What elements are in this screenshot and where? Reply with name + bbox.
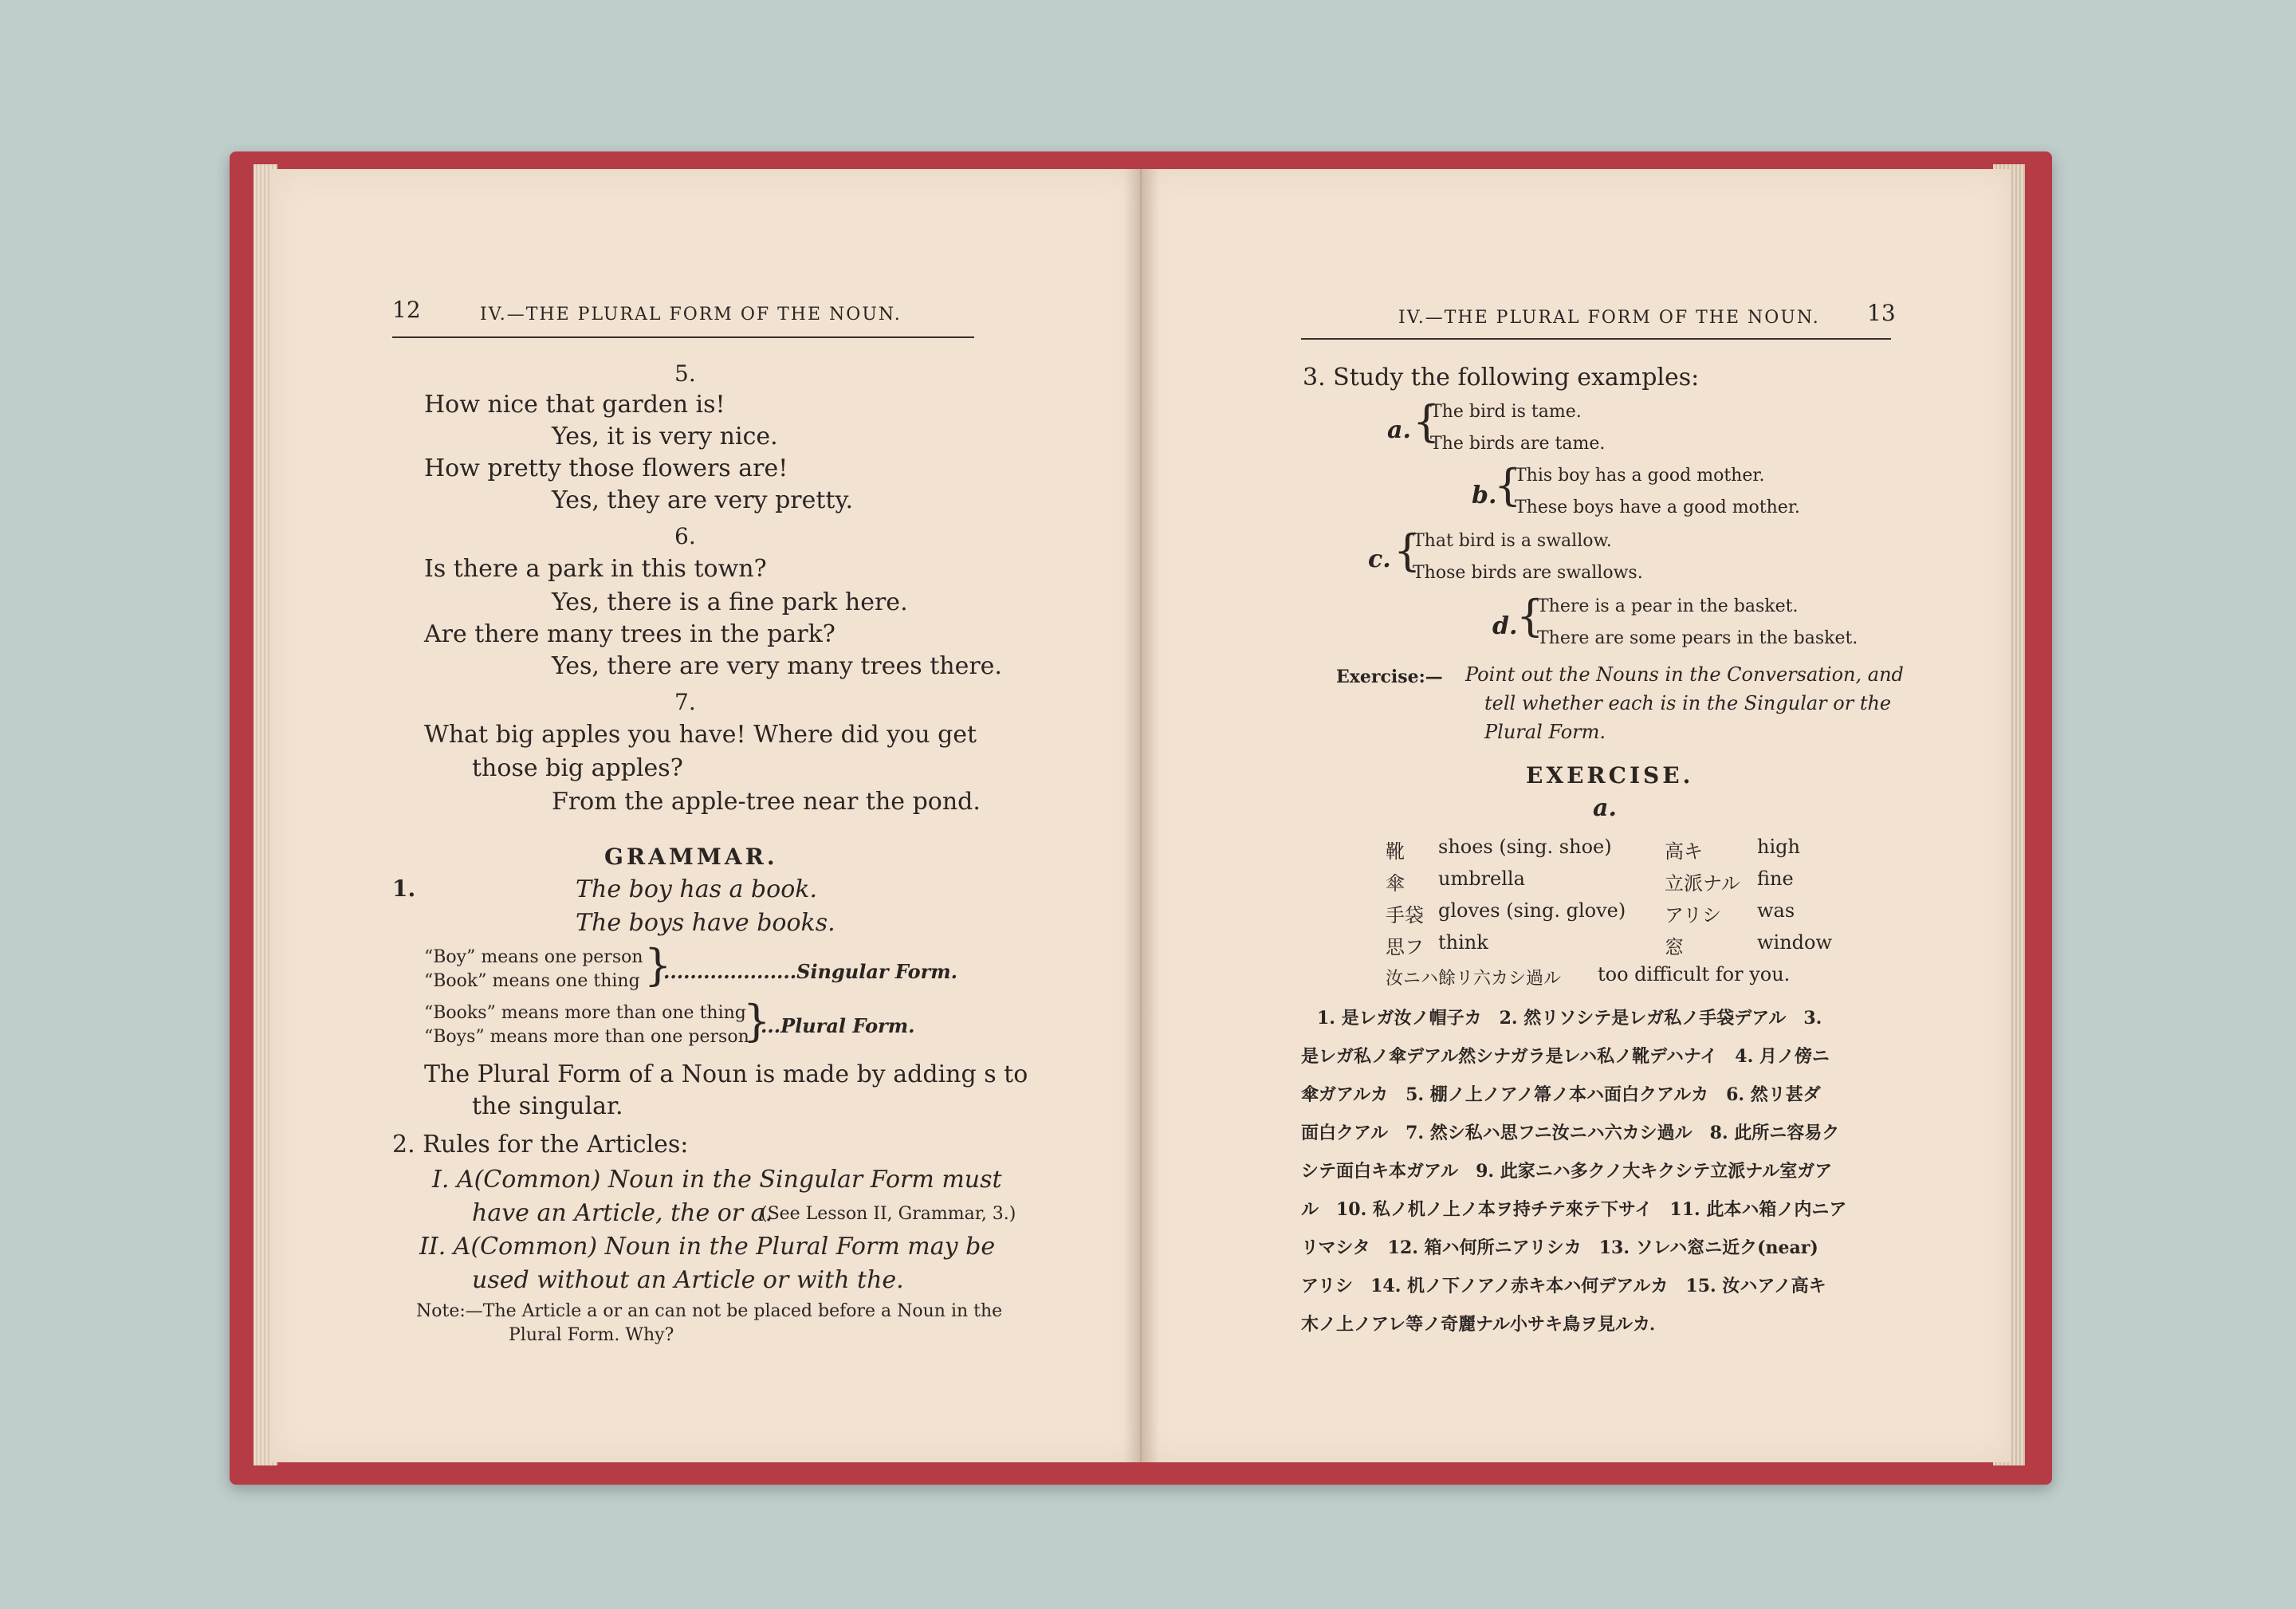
conv-line: Yes, there are very many trees there. xyxy=(552,652,1002,680)
vocab-jp: アリシ xyxy=(1665,904,1722,926)
rule-text: the singular. xyxy=(472,1092,623,1120)
example-line: The bird is tame. xyxy=(1430,402,1582,422)
conv-line: Yes, it is very nice. xyxy=(552,423,778,450)
brace: { xyxy=(1494,460,1522,510)
example-line: Those birds are swallows. xyxy=(1413,563,1643,583)
example-line: This boy has a good mother. xyxy=(1515,466,1765,486)
example-line: That bird is a swallow. xyxy=(1413,531,1612,551)
exercise-line: Plural Form. xyxy=(1484,721,1606,743)
example-label: d. xyxy=(1492,612,1518,640)
example-line: These boys have a good mother. xyxy=(1515,498,1800,517)
rule-text: The Plural Form of a Noun is made by adding s to xyxy=(424,1060,1028,1088)
jp-exercise-line: リマシタ 12. 箱ハ何所ニアリシカ 13. ソレハ窓ニ近ク(near) xyxy=(1301,1237,1818,1258)
brace: } xyxy=(743,996,771,1046)
left-page xyxy=(271,169,1142,1462)
exercise-line: Point out the Nouns in the Conversation, and xyxy=(1465,663,1904,686)
conv-line: those big apples? xyxy=(472,754,683,782)
conv-line: Are there many trees in the park? xyxy=(424,620,835,648)
vocab-en: was xyxy=(1757,899,1795,922)
exercise-label: Exercise:— xyxy=(1336,667,1443,687)
grammar-example: The boy has a book. xyxy=(576,875,817,903)
rule-item: have an Article, the or a. xyxy=(472,1199,773,1227)
singular-form-label: ....................Singular Form. xyxy=(663,960,958,983)
rule-item: I. A(Common) Noun in the Singular Form must xyxy=(432,1166,1002,1194)
brace: { xyxy=(1394,525,1421,576)
grammar-item-number: 1. xyxy=(392,875,416,902)
meaning-line: “Book” means one thing xyxy=(424,971,640,991)
conv-line: Yes, they are very pretty. xyxy=(552,486,853,514)
running-header: IV.—THE PLURAL FORM OF THE NOUN. xyxy=(480,305,902,325)
example-line: There is a pear in the basket. xyxy=(1537,596,1799,616)
rule-reference: (See Lesson II, Grammar, 3.) xyxy=(761,1204,1016,1224)
meaning-line: “Books” means more than one thing xyxy=(424,1003,746,1023)
conv-number: 5. xyxy=(674,360,696,387)
note-line: Note:—The Article a or an can not be placed before a Noun in the xyxy=(416,1301,1003,1321)
jp-exercise-line: ル 10. 私ノ机ノ上ノ本ヲ持チテ來テ下サイ 11. 此本ハ箱ノ内ニア xyxy=(1301,1199,1847,1220)
running-header: IV.—THE PLURAL FORM OF THE NOUN. xyxy=(1398,308,1820,328)
vocab-en: umbrella xyxy=(1438,867,1525,890)
vocab-jp: 思フ xyxy=(1386,936,1424,958)
exercise-heading: EXERCISE. xyxy=(1526,762,1694,789)
conv-line: What big apples you have! Where did you get xyxy=(424,721,977,749)
note-line: Plural Form. Why? xyxy=(509,1325,674,1345)
jp-exercise-line: アリシ 14. 机ノ下ノアノ赤キ本ハ何デアルカ 15. 汝ハアノ高キ xyxy=(1301,1276,1826,1296)
jp-exercise-line: シテ面白キ本ガアル 9. 此家ニハ多クノ大キクシテ立派ナル室ガア xyxy=(1301,1161,1833,1182)
plural-form-label: ...Plural Form. xyxy=(761,1014,915,1037)
jp-exercise-line: 是レガ私ノ傘デアル然シナガラ是レハ私ノ靴デハナイ 4. 月ノ傍ニ xyxy=(1301,1046,1830,1067)
grammar-example: The boys have books. xyxy=(576,909,835,937)
grammar-heading: GRAMMAR. xyxy=(604,844,778,870)
example-label: b. xyxy=(1472,482,1497,509)
header-rule xyxy=(392,336,974,338)
study-heading: 3. Study the following examples: xyxy=(1303,364,1700,391)
jp-exercise-line: 木ノ上ノアレ等ノ奇麗ナル小サキ鳥ヲ見ルカ． xyxy=(1301,1314,1668,1335)
vocab-en: shoes (sing. shoe) xyxy=(1438,836,1612,858)
example-line: The birds are tame. xyxy=(1430,434,1606,454)
rule-item: used without an Article or with the. xyxy=(472,1266,904,1294)
page-number: 13 xyxy=(1867,300,1896,326)
vocab-jp: 傘 xyxy=(1386,872,1405,895)
vocab-jp: 汝ニハ餘リ六カシ過ル xyxy=(1386,969,1562,989)
conv-line: Is there a park in this town? xyxy=(424,555,767,583)
right-page xyxy=(1142,169,2011,1462)
exercise-subheading: a. xyxy=(1593,794,1617,822)
conv-number: 7. xyxy=(674,689,696,715)
vocab-jp: 手袋 xyxy=(1386,904,1424,926)
page-number: 12 xyxy=(392,297,421,323)
vocab-en: think xyxy=(1438,931,1488,954)
conv-line: Yes, there is a fine park here. xyxy=(552,588,908,616)
exercise-line: tell whether each is in the Singular or the xyxy=(1484,692,1892,714)
conv-line: How pretty those flowers are! xyxy=(424,454,788,482)
conv-line: How nice that garden is! xyxy=(424,391,725,419)
jp-exercise-line: 傘ガアルカ 5. 棚ノ上ノアノ箒ノ本ハ面白クアルカ 6. 然リ甚ダ xyxy=(1301,1084,1821,1105)
meaning-line: “Boys” means more than one person xyxy=(424,1027,749,1047)
vocab-jp: 窓 xyxy=(1665,936,1684,958)
brace: { xyxy=(1516,591,1544,641)
brace: { xyxy=(1413,396,1441,447)
vocab-jp: 高キ xyxy=(1665,840,1703,863)
conv-number: 6. xyxy=(674,523,696,549)
jp-exercise-line: 面白クアル 7. 然シ私ハ思フニ汝ニハ六カシ過ル 8. 此所ニ容易ク xyxy=(1301,1123,1840,1143)
vocab-en: high xyxy=(1757,836,1800,858)
vocab-en: too difficult for you. xyxy=(1598,963,1791,985)
meaning-line: “Boy” means one person xyxy=(424,947,643,967)
vocab-en: fine xyxy=(1757,867,1794,890)
header-rule xyxy=(1301,338,1891,340)
vocab-en: gloves (sing. glove) xyxy=(1438,899,1626,922)
rules-heading: 2. Rules for the Articles: xyxy=(392,1131,689,1159)
example-label: c. xyxy=(1368,545,1391,573)
book-gutter xyxy=(1124,169,1159,1462)
vocab-jp: 靴 xyxy=(1386,840,1405,863)
vocab-jp: 立派ナル xyxy=(1665,872,1740,895)
brace: } xyxy=(644,940,672,990)
jp-exercise-line: 1. 是レガ汝ノ帽子カ 2. 然リソシテ是レガ私ノ手袋デアル 3. xyxy=(1317,1008,1822,1029)
conv-line: From the apple-tree near the pond. xyxy=(552,788,981,816)
example-label: a. xyxy=(1387,416,1411,444)
rule-item: II. A(Common) Noun in the Plural Form may be xyxy=(419,1233,996,1261)
vocab-en: window xyxy=(1757,931,1833,954)
example-line: There are some pears in the basket. xyxy=(1537,628,1858,648)
